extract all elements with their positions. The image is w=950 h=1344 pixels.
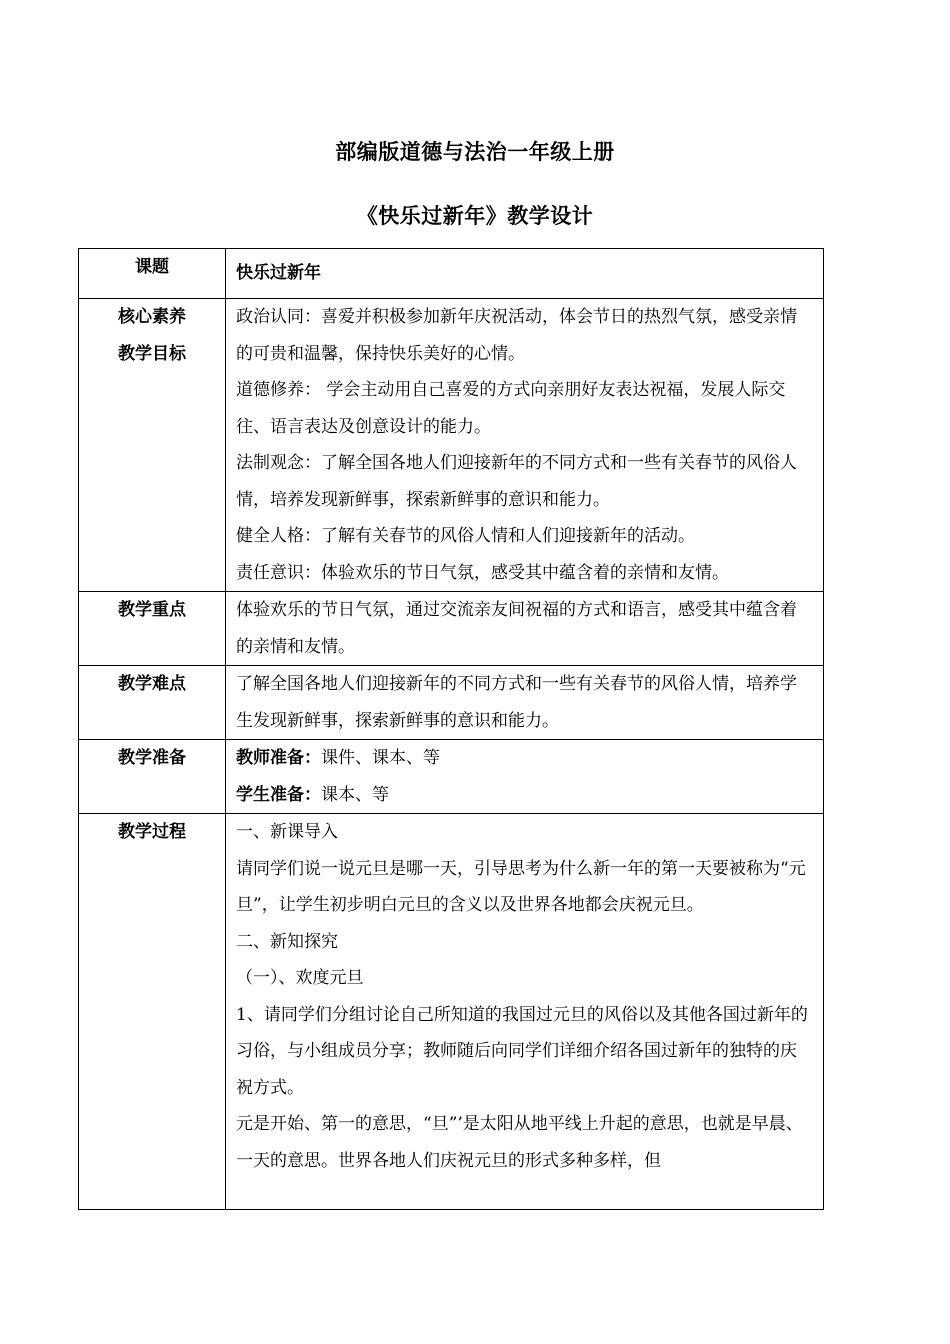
process-para-6: 元是开始、第一的意思，“旦”’是太阳从地平线上升起的意思，也就是早晨、一天的意思。世界各地人们庆祝元旦的形式多种多样，但 bbox=[236, 1114, 803, 1171]
process-content bbox=[226, 814, 824, 1210]
row-process bbox=[79, 814, 824, 1210]
student-prep-label: 学生准备： bbox=[236, 784, 321, 805]
document-title: 部编版道德与法治一年级上册 bbox=[335, 140, 615, 164]
row-key-point bbox=[79, 592, 824, 666]
preparation-label: 教学准备 bbox=[79, 740, 226, 814]
goals-label-line1: 核心素养 bbox=[118, 307, 186, 327]
teacher-prep-value: 课件、课本、等 bbox=[321, 748, 440, 768]
goals-label bbox=[79, 299, 226, 592]
student-prep-value: 课本、等 bbox=[321, 784, 389, 805]
goal-moral: 道德修养： 学会主动用自己喜爱的方式向亲朋好友表达祝福，发展人际交往、语言表达及创意设计的能力。 bbox=[236, 380, 786, 437]
goal-legal: 法制观念：了解全国各地人们迎接新年的不同方式和一些有关春节的风俗人情，培养发现新鲜事，探索新鲜事的意识和能力。 bbox=[236, 453, 797, 510]
document-subtitle: 《快乐过新年》教学设计 bbox=[356, 204, 594, 228]
preparation-content bbox=[226, 740, 824, 814]
key-point-value: 体验欢乐的节日气氛，通过交流亲友间祝福的方式和语言，感受其中蕴含着的亲情和友情。 bbox=[226, 592, 824, 666]
student-prep bbox=[236, 777, 813, 814]
goals-content bbox=[226, 299, 824, 592]
goal-responsibility: 责任意识：体验欢乐的节日气氛，感受其中蕴含着的亲情和友情。 bbox=[236, 562, 729, 583]
difficulty-value: 了解全国各地人们迎接新年的不同方式和一些有关春节的风俗人情，培养学生发现新鲜事，探索新鲜事的意识和能力。 bbox=[226, 666, 824, 740]
process-para-2: 请同学们说一说元旦是哪一天，引导思考为什么新一年的第一天要被称为“元旦”，让学生初步明白元旦的含义以及世界各地都会庆祝元旦。 bbox=[236, 858, 806, 915]
row-preparation bbox=[79, 740, 824, 814]
process-para-1: 一、新课导入 bbox=[236, 822, 338, 842]
topic-value: 快乐过新年 bbox=[226, 249, 824, 299]
goal-political: 政治认同：喜爱并积极参加新年庆祝活动，体会节日的热烈气氛，感受亲情的可贵和温馨，保持快乐美好的心情。 bbox=[236, 307, 797, 364]
process-label: 教学过程 bbox=[79, 814, 226, 1210]
goal-personality: 健全人格：了解有关春节的风俗人情和人们迎接新年的活动。 bbox=[236, 526, 695, 546]
difficulty-label: 教学难点 bbox=[79, 666, 226, 740]
row-goals bbox=[79, 299, 824, 592]
lesson-plan-table bbox=[78, 248, 824, 1210]
goals-label-line2: 教学目标 bbox=[118, 343, 186, 364]
process-para-4: （一）、欢度元旦 bbox=[236, 968, 364, 988]
process-para-3: 二、新知探究 bbox=[236, 931, 338, 952]
row-topic bbox=[79, 249, 824, 299]
process-para-5: 1、请同学们分组讨论自己所知道的我国过元旦的风俗以及其他各国过新年的习俗，与小组成员分享；教师随后向同学们详细介绍各国过新年的独特的庆祝方式。 bbox=[236, 1004, 808, 1098]
row-difficulty bbox=[79, 666, 824, 740]
key-point-label: 教学重点 bbox=[79, 592, 226, 666]
teacher-prep-label: 教师准备： bbox=[236, 748, 321, 768]
topic-label: 课题 bbox=[79, 249, 226, 299]
teacher-prep bbox=[236, 740, 813, 777]
